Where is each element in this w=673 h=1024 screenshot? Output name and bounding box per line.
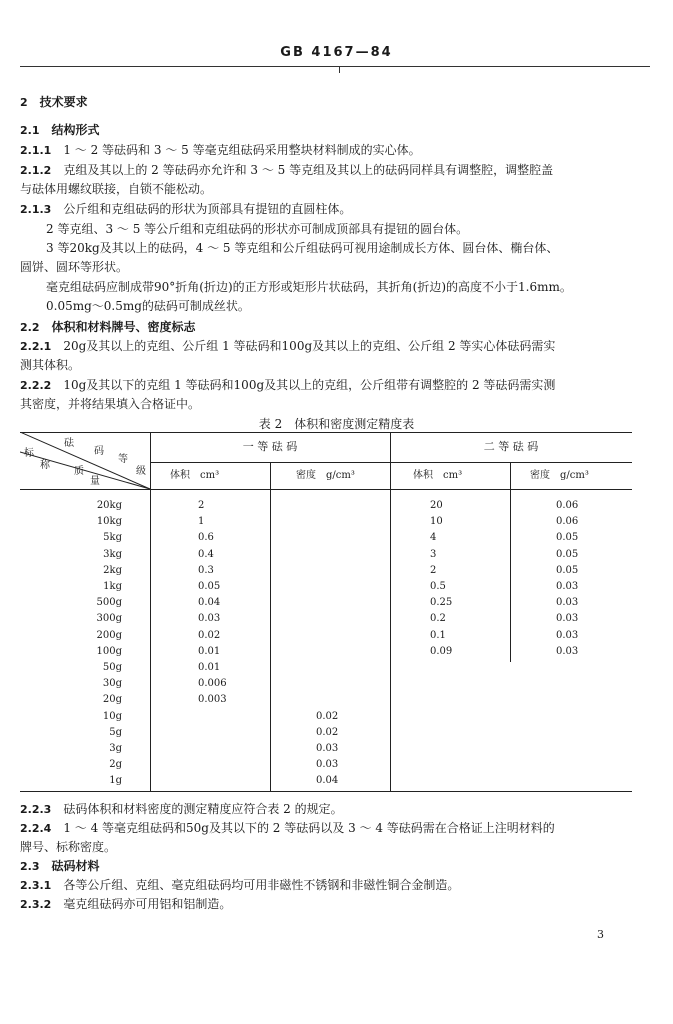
table-cell-mass: 300g	[96, 613, 122, 625]
table-cell-d2: 0.03	[556, 597, 579, 609]
corner-label-char1: 砝	[64, 438, 74, 449]
table-cell-v1: 0.6	[198, 532, 214, 544]
col-density-first: 密度 g/cm³	[296, 470, 355, 481]
paragraph-wire-shape: 0.05mg～0.5mg的砝码可制成丝状。	[46, 299, 250, 313]
clause-2-2-1-line2: 测其体积。	[20, 358, 81, 372]
table-cell-v2: 0.09	[430, 645, 453, 657]
table-cell-d2: 0.05	[556, 532, 579, 544]
table-cell-mass: 3kg	[103, 548, 122, 560]
corner-label-char2: 码	[94, 446, 104, 457]
table-cell-v2: 20	[430, 500, 443, 511]
page-number: 3	[597, 928, 604, 941]
clause-2-1-2-line1: 2.1.2 克组及其以上的 2 等砝码亦允许和 3 ～ 5 等克组及其以上的砝码同样具有调整腔，调整腔盖	[20, 163, 554, 177]
table-cell-v1: 0.3	[198, 564, 214, 576]
table-cell-d1: 0.03	[316, 759, 339, 771]
table-cell-v1: 0.01	[198, 645, 221, 657]
table-cell-v2: 0.5	[430, 581, 446, 592]
density-volume-table	[20, 432, 632, 792]
table-cell-mass: 20g	[102, 694, 122, 706]
table-cell-v1: 2	[198, 500, 205, 511]
table-cell-v1: 1	[198, 516, 205, 528]
clause-2-2-1-line1: 2.2.1 20g及其以上的克组、公斤组 1 等砝码和100g及其以上的克组、公斤组 2 等实心体砝码需实	[20, 339, 556, 353]
clause-2-2-3: 2.2.3 砝码体积和材料密度的测定精度应符合表 2 的规定。	[20, 802, 343, 816]
table-cell-v2: 3	[430, 548, 437, 560]
table-cell-mass: 50g	[102, 662, 122, 673]
table-cell-v1: 0.03	[198, 613, 221, 625]
clause-2-2-2-line2: 其密度，并将结果填入合格证中。	[20, 397, 201, 411]
corner-row-label2: 称	[40, 460, 50, 471]
table-cell-v1: 0.4	[198, 548, 214, 560]
table-cell-d1: 0.04	[316, 775, 339, 787]
clause-2-2-4-line2: 牌号、标称密度。	[20, 840, 117, 854]
table-cell-d1: 0.02	[316, 726, 339, 738]
table-cell-d2: 0.05	[556, 548, 579, 560]
table-cell-v1: 0.05	[198, 581, 221, 592]
clause-2-1-3: 2.1.3 公斤组和克组砝码的形状为顶部具有提钮的直圆柱体。	[20, 202, 352, 216]
col-volume-second: 体积 cm³	[413, 470, 463, 481]
corner-row-label1: 标	[24, 448, 34, 459]
table-bottom-rule	[20, 791, 632, 792]
table-cell-d2: 0.03	[556, 629, 579, 641]
header-tick	[339, 66, 340, 73]
table-cell-v2: 10	[430, 516, 443, 528]
header-rule	[20, 66, 650, 67]
paragraph-class3-shape-line2: 圆饼、圆环等形状。	[20, 260, 129, 274]
clause-2-2-4-line1: 2.2.4 1 ～ 4 等毫克组砝码和50g及其以下的 2 等砝码以及 3 ～ 4 等砝码需在合格证上注明材料的	[20, 821, 555, 835]
table-cell-mass: 100g	[96, 645, 122, 657]
section-2-heading: 2 技术要求	[20, 95, 88, 109]
table-cell-mass: 1g	[109, 775, 122, 787]
table-cell-v2: 4	[430, 532, 437, 544]
table-cell-d2: 0.05	[556, 564, 579, 576]
table-cell-mass: 20kg	[96, 500, 122, 511]
section-2-1-heading: 2.1 结构形式	[20, 123, 100, 137]
table-cell-v2: 0.1	[430, 629, 446, 641]
table-cell-v1: 0.003	[198, 694, 227, 706]
table-cell-mass: 5kg	[103, 532, 122, 544]
table-cell-v1: 0.01	[198, 662, 221, 673]
table-cell-mass: 10kg	[96, 516, 122, 528]
table-cell-v1: 0.006	[198, 678, 227, 690]
table-col-rule-3	[390, 432, 391, 792]
table-cell-mass: 3g	[109, 743, 122, 754]
clause-2-2-2-line1: 2.2.2 10g及其以下的克组 1 等砝码和100g及其以上的克组，公斤组带有调整腔的 2 等砝码需实测	[20, 378, 556, 392]
paragraph-milligram-shape: 毫克组砝码应制成带90°折角(折边)的正方形或矩形片状砝码，其折角(折边)的高度不小于1.6mm。	[46, 280, 572, 294]
table-cell-d2: 0.06	[556, 516, 579, 528]
table-cell-mass: 2g	[109, 759, 122, 771]
table-caption: 表 2 体积和密度测定精度表	[258, 417, 415, 431]
table-col-rule-4	[510, 462, 511, 662]
table-cell-d1: 0.03	[316, 743, 339, 754]
table-cell-v1: 0.04	[198, 597, 221, 609]
table-cell-mass: 500g	[96, 597, 122, 609]
col-volume-first: 体积 cm³	[170, 470, 220, 481]
table-cell-v2: 2	[430, 564, 437, 576]
clause-2-3-2: 2.3.2 毫克组砝码亦可用铝和铝制造。	[20, 897, 232, 911]
group-first-class: 一 等 砝 码	[242, 440, 298, 453]
table-cell-d2: 0.03	[556, 613, 579, 625]
table-cell-d2: 0.03	[556, 581, 579, 592]
table-cell-mass: 5g	[109, 726, 122, 738]
table-cell-mass: 2kg	[103, 564, 122, 576]
corner-label-char3: 等	[118, 454, 128, 465]
table-cell-mass: 1kg	[103, 581, 122, 592]
table-cell-v2: 0.25	[430, 597, 453, 609]
section-2-3-heading: 2.3 砝码材料	[20, 859, 100, 873]
table-col-rule-2	[270, 462, 271, 792]
clause-2-3-1: 2.3.1 各等公斤组、克组、毫克组砝码均可用非磁性不锈钢和非磁性铜合金制造。	[20, 878, 460, 892]
table-cell-mass: 200g	[96, 629, 122, 641]
table-cell-v2: 0.2	[430, 613, 446, 625]
section-2-2-heading: 2.2 体积和材料牌号、密度标志	[20, 320, 196, 334]
corner-label-char4: 级	[136, 466, 146, 477]
table-cell-v1: 0.02	[198, 629, 221, 641]
corner-row-label4: 量	[90, 476, 100, 487]
table-cell-mass: 30g	[102, 678, 122, 690]
paragraph-class2-shape: 2 等克组、3 ～ 5 等公斤组和克组砝码的形状亦可制成顶部具有提钮的圆台体。	[46, 222, 469, 236]
table-cell-d2: 0.06	[556, 500, 579, 511]
corner-row-label3: 质	[74, 466, 84, 477]
paragraph-class3-shape-line1: 3 等20kg及其以上的砝码，4 ～ 5 等克组和公斤组砝码可视用途制成长方体、圆台体、椭台体、	[46, 241, 559, 255]
col-density-second: 密度 g/cm³	[530, 470, 589, 481]
group-second-class: 二 等 砝 码	[483, 440, 539, 453]
clause-2-1-2-line2: 与砝体用螺纹联接，自锁不能松动。	[20, 182, 213, 196]
table-cell-d2: 0.03	[556, 645, 579, 657]
table-cell-d1: 0.02	[316, 710, 339, 722]
table-group-rule	[150, 462, 632, 463]
clause-2-1-1: 2.1.1 1 ～ 2 等砝码和 3 ～ 5 等毫克组砝码采用整块材料制成的实心体。	[20, 143, 421, 157]
table-cell-mass: 10g	[102, 710, 122, 722]
standard-number: GB 4167—84	[280, 45, 393, 60]
